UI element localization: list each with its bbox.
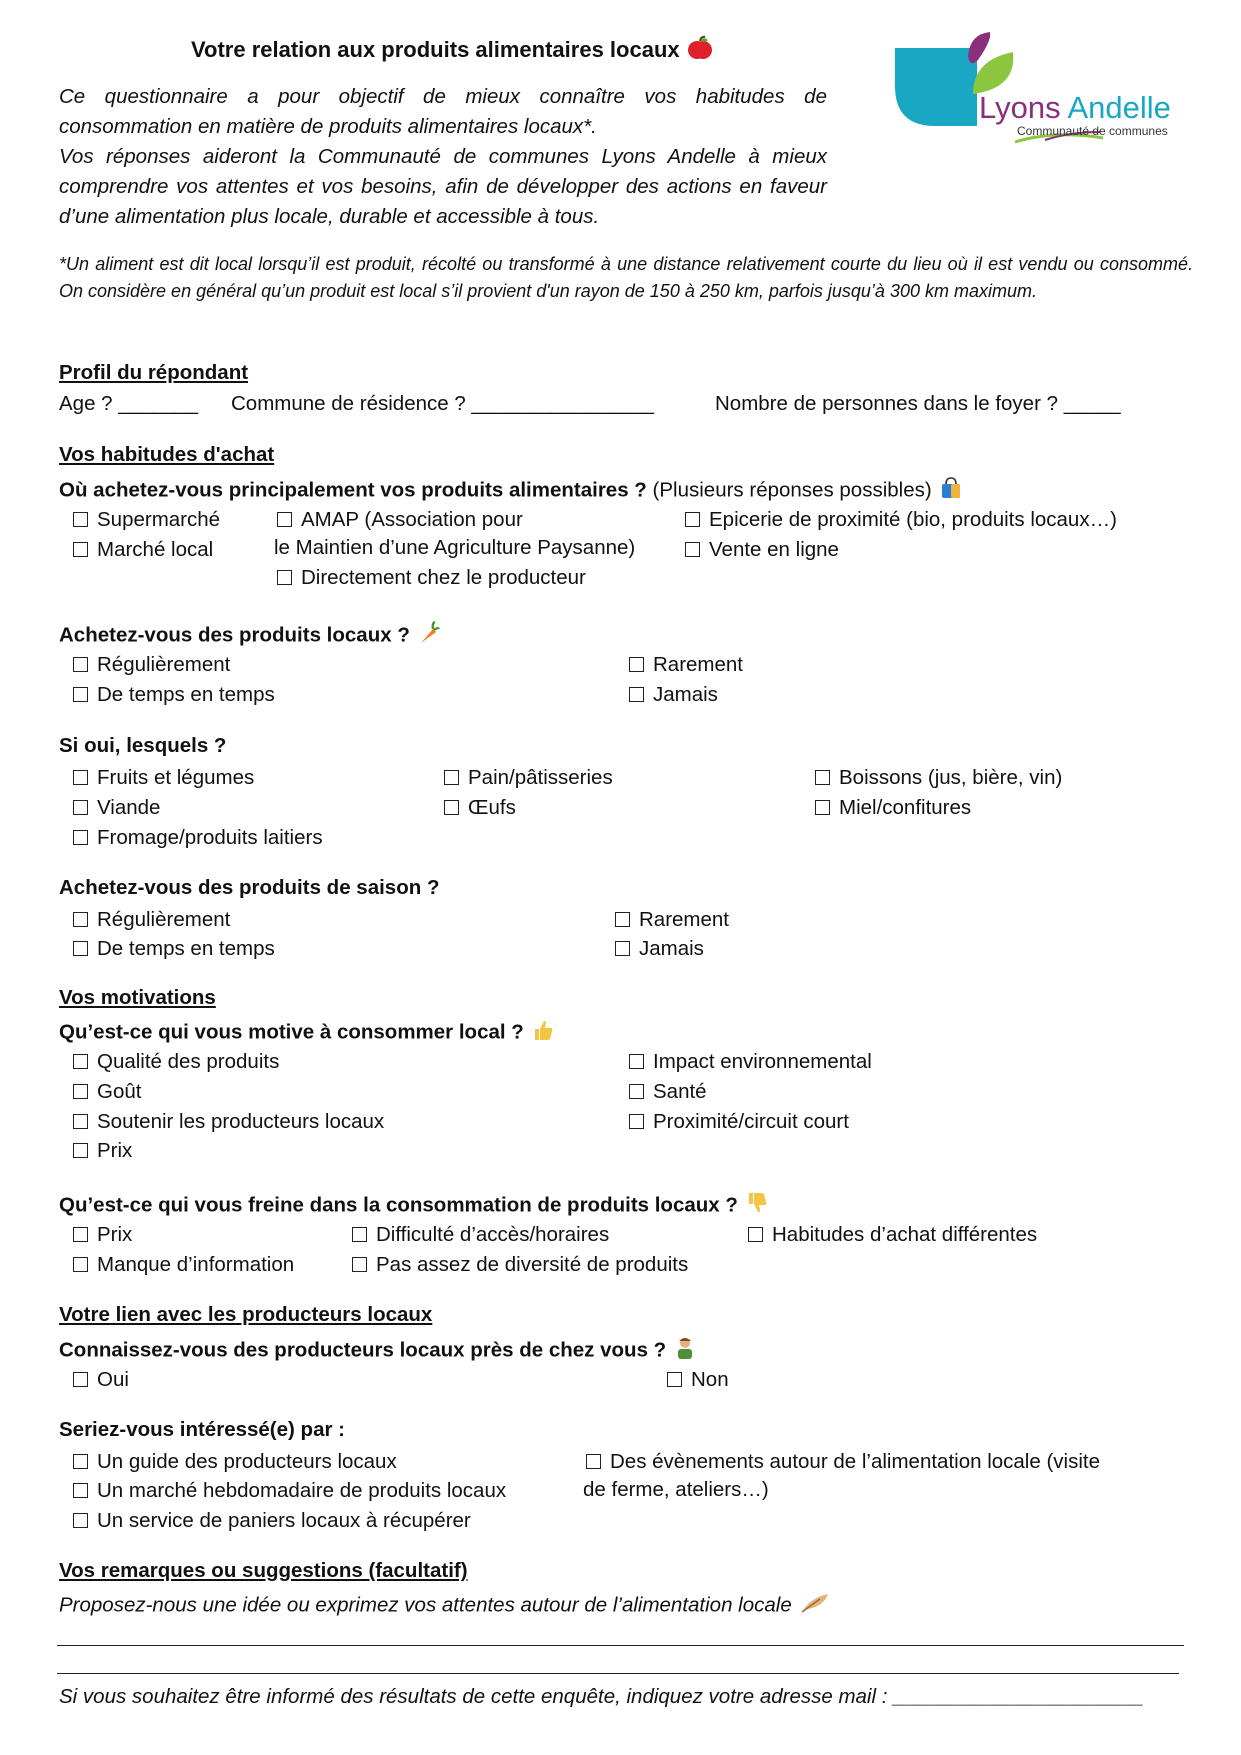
- option-gout[interactable]: [73, 1080, 141, 1104]
- intro-paragraph-2: Vos réponses aideront la Communauté de communes Lyons Andelle à mieux comprendre vos attentes et vos besoins, afin de développer des actions en faveur d’une alimentation plus locale, durable et accessible à tous.: [59, 145, 827, 228]
- checkbox[interactable]: [815, 770, 830, 785]
- option-de-temps-en-temps[interactable]: [73, 683, 275, 707]
- checkbox[interactable]: [73, 1227, 88, 1242]
- option-label: Rarement: [639, 908, 730, 931]
- option-prix-motivation[interactable]: [73, 1139, 132, 1163]
- option-label: Fromage/produits laitiers: [97, 826, 323, 849]
- logo-name-andelle: Andelle: [1067, 90, 1171, 125]
- checkbox[interactable]: [73, 912, 88, 927]
- option-amap-continued: le Maintien d’une Agriculture Paysanne): [274, 536, 636, 559]
- checkbox[interactable]: [629, 657, 644, 672]
- checkbox[interactable]: [73, 687, 88, 702]
- checkbox[interactable]: [615, 912, 630, 927]
- option-rarement[interactable]: [629, 653, 743, 677]
- option-saison-jamais[interactable]: [615, 937, 704, 961]
- checkbox[interactable]: [352, 1257, 367, 1272]
- question-label: Où achetez-vous principalement vos produits alimentaires ?: [59, 478, 647, 502]
- option-label: De temps en temps: [97, 683, 275, 706]
- option-frein-prix[interactable]: [73, 1223, 132, 1247]
- option-vente-en-ligne[interactable]: [685, 538, 839, 562]
- age-field[interactable]: Age ? _______: [59, 392, 199, 415]
- option-label: Pas assez de diversité de produits: [376, 1253, 689, 1276]
- option-supermarche[interactable]: [73, 508, 220, 532]
- section-motivations-heading: Vos motivations: [59, 986, 216, 1009]
- option-label: Proximité/circuit court: [653, 1110, 849, 1133]
- checkbox[interactable]: [73, 1513, 88, 1528]
- remarks-prompt: [59, 1592, 830, 1620]
- checkbox[interactable]: [73, 800, 88, 815]
- option-label: Santé: [653, 1080, 707, 1103]
- question-interested-in: Seriez-vous intéressé(e) par :: [59, 1418, 345, 1441]
- option-label: Habitudes d’achat différentes: [772, 1223, 1038, 1246]
- checkbox[interactable]: [73, 830, 88, 845]
- option-label: Des évènements autour de l’alimentation locale (visite: [610, 1450, 1100, 1473]
- option-marche-hebdo[interactable]: [73, 1479, 506, 1503]
- option-evenements[interactable]: [586, 1450, 1100, 1474]
- option-boissons[interactable]: [815, 766, 1062, 790]
- question-motivation: [59, 1018, 554, 1048]
- option-label: Prix: [97, 1139, 133, 1162]
- option-label: Qualité des produits: [97, 1050, 280, 1073]
- option-label: Goût: [97, 1080, 142, 1103]
- title-text: Votre relation aux produits alimentaires locaux: [191, 36, 680, 62]
- question-obstacles: [59, 1191, 768, 1221]
- option-difficulte-acces[interactable]: [352, 1223, 609, 1247]
- checkbox[interactable]: [73, 1454, 88, 1469]
- option-diversite[interactable]: [352, 1253, 688, 1277]
- option-sante[interactable]: [629, 1080, 707, 1104]
- question-label: Achetez-vous des produits locaux ?: [59, 623, 410, 647]
- question-label: Qu’est-ce qui vous freine dans la consommation de produits locaux ?: [59, 1193, 738, 1217]
- email-field[interactable]: Si vous souhaitez être informé des résultats de cette enquête, indiquez votre adresse mail : ______________________: [59, 1685, 1144, 1708]
- option-saison-de-temps-en-temps[interactable]: [73, 937, 275, 961]
- logo-subtitle: Communauté de communes: [1017, 124, 1168, 138]
- option-evenements-continued: de ferme, ateliers…): [583, 1478, 769, 1501]
- option-label: Soutenir les producteurs locaux: [97, 1110, 385, 1133]
- page-title: [191, 35, 712, 67]
- option-miel[interactable]: [815, 796, 971, 820]
- checkbox[interactable]: [277, 512, 292, 527]
- option-amap[interactable]: [277, 508, 523, 532]
- intro-paragraph-1: Ce questionnaire a pour objectif de mieux connaître vos habitudes de consommation en matière de produits alimentaires locaux*.: [59, 85, 827, 138]
- option-label: Manque d’information: [97, 1253, 295, 1276]
- checkbox[interactable]: [615, 941, 630, 956]
- checkbox[interactable]: [73, 1114, 88, 1129]
- question-label: Qu’est-ce qui vous motive à consommer local ?: [59, 1020, 524, 1044]
- checkbox[interactable]: [629, 1054, 644, 1069]
- option-label: Marché local: [97, 538, 214, 561]
- checkbox[interactable]: [73, 1054, 88, 1069]
- checkbox[interactable]: [73, 512, 88, 527]
- logo: [895, 32, 1195, 157]
- footnote: *Un aliment est dit local lorsqu’il est produit, récolté ou transformé à une distance relativement courte du lieu où il est vendu ou consommé. On considère en général qu’un produit est local s’il provient d'un rayon de 150 à 250 km, parfois jusqu’à 300 km maximum.: [59, 254, 1193, 301]
- option-producteur[interactable]: [277, 566, 586, 590]
- question-hint: (Plusieurs réponses possibles): [652, 478, 932, 502]
- shopping-bag-icon: [940, 476, 962, 506]
- question-label: Connaissez-vous des producteurs locaux près de chez vous ?: [59, 1338, 667, 1362]
- remarks-line-1[interactable]: [57, 1645, 1184, 1646]
- option-impact[interactable]: [629, 1050, 872, 1074]
- question-which-products: Si oui, lesquels ?: [59, 734, 227, 757]
- checkbox[interactable]: [667, 1372, 682, 1387]
- option-label: Œufs: [468, 796, 516, 819]
- question-buy-local: [59, 621, 440, 651]
- option-label: Fruits et légumes: [97, 766, 255, 789]
- option-label: Vente en ligne: [709, 538, 839, 561]
- checkbox[interactable]: [815, 800, 830, 815]
- checkbox[interactable]: [73, 1084, 88, 1099]
- checkbox[interactable]: [73, 941, 88, 956]
- option-label: Régulièrement: [97, 653, 231, 676]
- option-proximite[interactable]: [629, 1110, 849, 1134]
- checkbox[interactable]: [685, 542, 700, 557]
- option-fruits-legumes[interactable]: [73, 766, 254, 790]
- option-oeufs[interactable]: [444, 796, 516, 820]
- option-label: Epicerie de proximité (bio, produits locaux…): [709, 508, 1117, 531]
- option-label: Directement chez le producteur: [301, 566, 586, 589]
- option-qualite[interactable]: [73, 1050, 279, 1074]
- option-manque-information[interactable]: [73, 1253, 294, 1277]
- option-label: Un marché hebdomadaire de produits locaux: [97, 1479, 507, 1502]
- checkbox[interactable]: [444, 800, 459, 815]
- option-label: Supermarché: [97, 508, 221, 531]
- checkbox[interactable]: [73, 1257, 88, 1272]
- remarks-line-2[interactable]: [57, 1673, 1179, 1674]
- option-label: Un service de paniers locaux à récupérer: [97, 1509, 471, 1532]
- option-label: Difficulté d’accès/horaires: [376, 1223, 610, 1246]
- checkbox[interactable]: [352, 1227, 367, 1242]
- option-fromage[interactable]: [73, 826, 323, 850]
- option-habitudes[interactable]: [748, 1223, 1037, 1247]
- option-regulierement[interactable]: [73, 653, 230, 677]
- option-label: Rarement: [653, 653, 744, 676]
- thumbs-up-icon: [532, 1018, 554, 1048]
- thumbs-down-icon: [746, 1191, 768, 1221]
- checkbox[interactable]: [586, 1454, 601, 1469]
- option-label: Jamais: [639, 937, 704, 960]
- section-producers-heading: Votre lien avec les producteurs locaux: [59, 1303, 433, 1326]
- option-label: Régulièrement: [97, 908, 231, 931]
- checkbox[interactable]: [444, 770, 459, 785]
- option-epicerie[interactable]: [685, 508, 1117, 532]
- option-viande[interactable]: [73, 796, 160, 820]
- option-paniers[interactable]: [73, 1509, 471, 1533]
- commune-field[interactable]: Commune de résidence ? ________________: [231, 392, 654, 415]
- option-soutenir[interactable]: [73, 1110, 384, 1134]
- carrot-icon: [418, 621, 440, 651]
- option-label: AMAP (Association pour: [301, 508, 523, 531]
- option-non[interactable]: [667, 1368, 729, 1392]
- option-pain[interactable]: [444, 766, 613, 790]
- remarks-prompt-text: Proposez-nous une idée ou exprimez vos attentes autour de l’alimentation locale: [59, 1593, 792, 1617]
- logo-name-lyons: Lyons: [979, 90, 1061, 125]
- option-label: Pain/pâtisseries: [468, 766, 613, 789]
- checkbox[interactable]: [748, 1227, 763, 1242]
- checkbox[interactable]: [73, 1483, 88, 1498]
- checkbox[interactable]: [629, 687, 644, 702]
- apple-icon: [688, 35, 712, 67]
- checkbox[interactable]: [73, 542, 88, 557]
- checkbox[interactable]: [73, 1143, 88, 1158]
- section-remarks-heading: Vos remarques ou suggestions (facultatif): [59, 1559, 468, 1582]
- option-label: Viande: [97, 796, 161, 819]
- intro: [59, 82, 827, 232]
- option-label: Oui: [97, 1368, 129, 1391]
- option-guide[interactable]: [73, 1450, 397, 1474]
- farmer-icon: [674, 1336, 696, 1366]
- option-label: Un guide des producteurs locaux: [97, 1450, 397, 1473]
- checkbox[interactable]: [73, 1372, 88, 1387]
- section-habits-heading: Vos habitudes d'achat: [59, 443, 275, 466]
- option-oui[interactable]: [73, 1368, 129, 1392]
- quill-pen-icon: [800, 1592, 830, 1620]
- checkbox[interactable]: [685, 512, 700, 527]
- checkbox[interactable]: [629, 1114, 644, 1129]
- question-where-buy: [59, 476, 962, 506]
- household-size-field[interactable]: Nombre de personnes dans le foyer ? _____: [715, 392, 1121, 415]
- option-label: Non: [691, 1368, 729, 1391]
- checkbox[interactable]: [629, 1084, 644, 1099]
- option-saison-rarement[interactable]: [615, 908, 729, 932]
- option-label: Miel/confitures: [839, 796, 972, 819]
- option-label: Boissons (jus, bière, vin): [839, 766, 1063, 789]
- section-profile-heading: Profil du répondant: [59, 361, 249, 384]
- checkbox[interactable]: [73, 770, 88, 785]
- checkbox[interactable]: [73, 657, 88, 672]
- question-seasonal: Achetez-vous des produits de saison ?: [59, 876, 440, 899]
- option-jamais[interactable]: [629, 683, 718, 707]
- question-know-producers: [59, 1336, 696, 1366]
- checkbox[interactable]: [277, 570, 292, 585]
- option-marche-local[interactable]: [73, 538, 213, 562]
- option-label: Jamais: [653, 683, 718, 706]
- option-label: Impact environnemental: [653, 1050, 872, 1073]
- option-label: De temps en temps: [97, 937, 275, 960]
- option-label: Prix: [97, 1223, 133, 1246]
- option-saison-regulierement[interactable]: [73, 908, 230, 932]
